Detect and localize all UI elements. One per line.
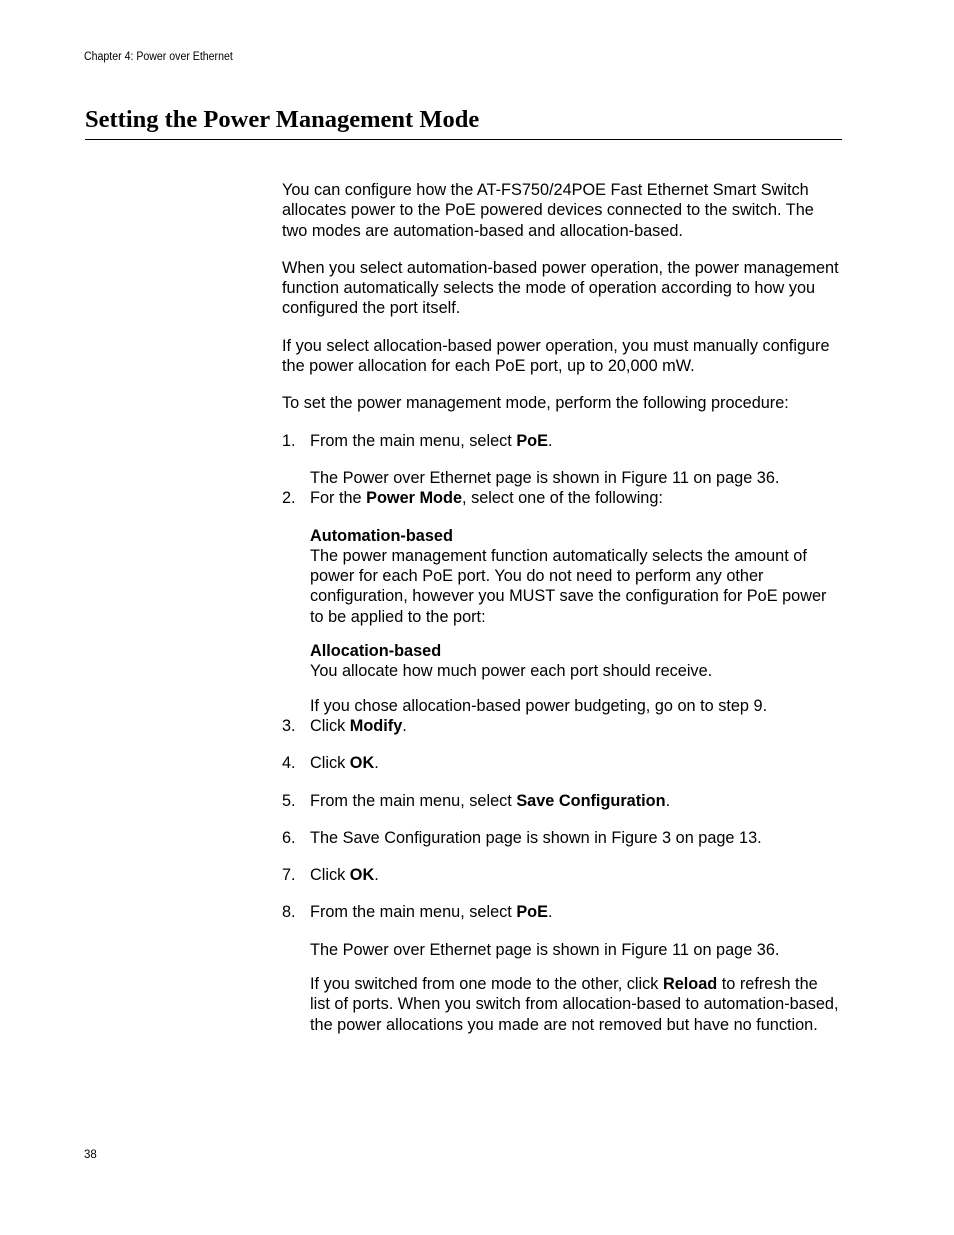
button-modify: Modify (349, 716, 403, 735)
step-8 (282, 902, 842, 922)
step-number: 4. (282, 754, 296, 773)
field-power-mode: Power Mode (366, 489, 463, 508)
step-note: The Power over Ethernet page is shown in Figure 11 on page 36. (310, 468, 780, 487)
title-rule (85, 139, 842, 140)
step-text: , select one of the following: (462, 489, 663, 508)
step-text: Click (310, 716, 350, 735)
intro-paragraph: When you select automation-based power operation, the power management function automatically selects the mode of operation according to how you configured the port itself. (282, 258, 839, 318)
step-text: From the main menu, select (310, 791, 517, 810)
option-heading: Automation-based (310, 526, 453, 545)
step-number: 6. (282, 828, 296, 847)
step-text: . (374, 866, 379, 885)
step-note: The Power over Ethernet page is shown in Figure 11 on page 36. (310, 940, 780, 959)
option-heading: Allocation-based (310, 642, 442, 661)
menu-item-poe: PoE (516, 431, 548, 450)
step-text: From the main menu, select (310, 431, 517, 450)
step-text: . (374, 754, 379, 773)
step-text: The Save Configuration page is shown in Figure 3 on page 13. (310, 828, 762, 847)
intro-paragraph: To set the power management mode, perform the following procedure: (282, 394, 789, 413)
option-allocation (282, 641, 842, 682)
step-4 (282, 753, 842, 773)
step-note-reload (282, 974, 842, 1035)
step-number: 3. (282, 716, 296, 735)
step-number: 2. (282, 489, 296, 508)
button-ok: OK (349, 866, 375, 885)
option-description: The power management function automatically selects the amount of power for each PoE port. You do not need to perform any other configuration, however you MUST save the configuration for PoE power to be applied to the port: (310, 546, 827, 626)
step-number: 5. (282, 791, 296, 810)
step-5 (282, 791, 842, 811)
intro-paragraph: You can configure how the AT-FS750/24POE Fast Ethernet Smart Switch allocates power to the PoE powered devices connected to the switch. The two modes are automation-based and allocation-based. (282, 181, 814, 240)
step-note: If you chose allocation-based power budgeting, go on to step 9. (310, 696, 768, 715)
step-text: For the (310, 489, 367, 508)
note-text: to refresh the list of ports. When you switch from allocation-based to automation-based, the power allocations you made are not removed but have no function. (310, 975, 839, 1034)
step-2 (282, 488, 842, 508)
page-number: 38 (84, 1149, 97, 1161)
step-text: . (665, 791, 671, 810)
menu-item-poe: PoE (516, 903, 548, 922)
running-header: Chapter 4: Power over Ethernet (84, 51, 233, 63)
step-7 (282, 865, 842, 885)
step-text: . (547, 431, 553, 450)
button-ok: OK (349, 754, 375, 773)
step-number: 8. (282, 903, 296, 922)
step-text: Click (310, 754, 350, 773)
body-text (282, 180, 842, 1035)
step-text: Click (310, 866, 350, 885)
option-description: You allocate how much power each port should receive. (310, 662, 713, 681)
step-number: 1. (282, 431, 296, 450)
step-text: . (402, 716, 407, 735)
step-number: 7. (282, 866, 296, 885)
note-text: If you switched from one mode to the other, click (310, 975, 663, 994)
step-text: . (547, 903, 553, 922)
step-6 (282, 828, 842, 848)
button-reload: Reload (662, 975, 718, 994)
step-3 (282, 716, 842, 736)
menu-item-save-configuration: Save Configuration (516, 791, 666, 810)
intro-paragraph: If you select allocation-based power operation, you must manually configure the power allocation for each PoE port, up to 20,000 mW. (282, 336, 830, 376)
step-text: From the main menu, select (310, 903, 517, 922)
option-automation (282, 526, 842, 627)
section-title: Setting the Power Management Mode (85, 106, 480, 133)
step-1 (282, 431, 842, 451)
